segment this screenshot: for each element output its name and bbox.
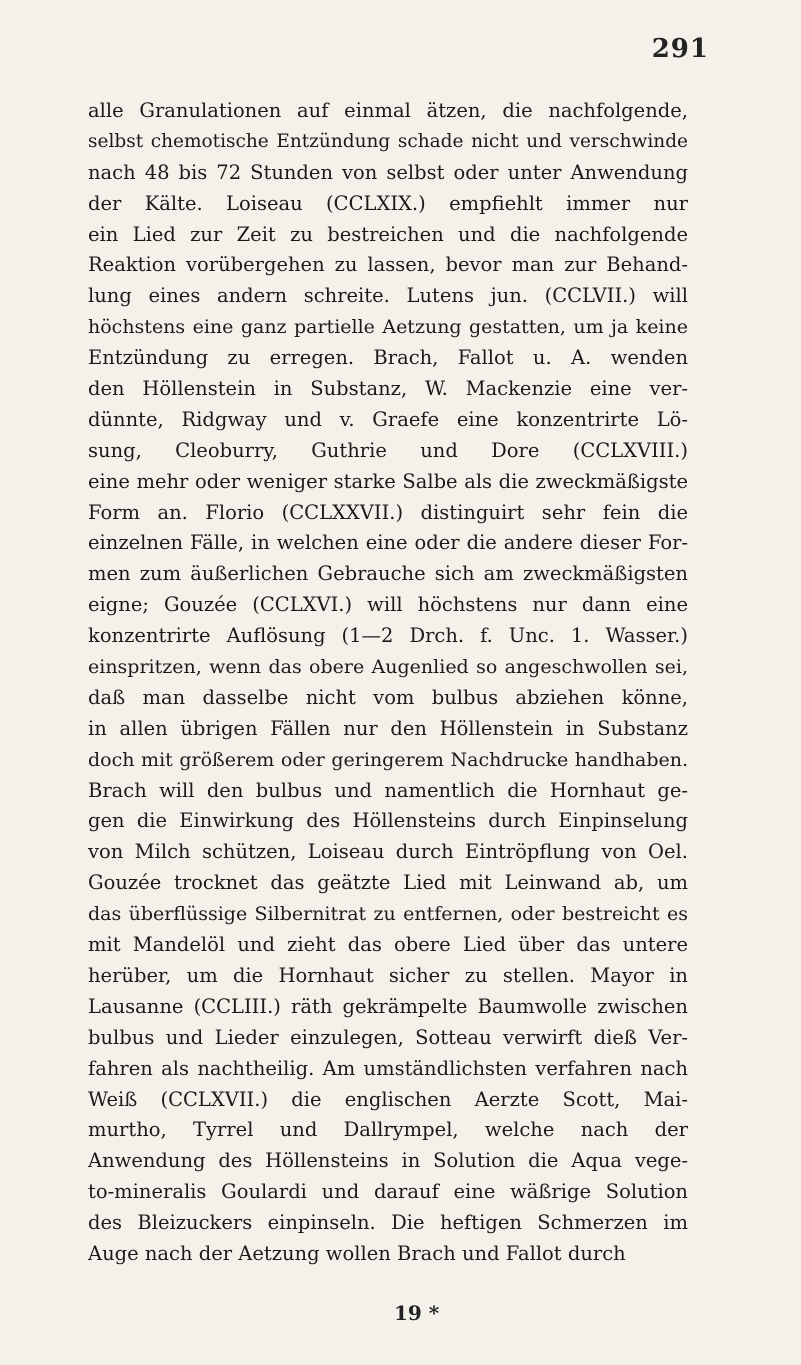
text-line: Anwendung des Höllensteins in Solution die Aqua vege- [88,1149,688,1173]
text-line: fahren als nachtheilig. Am umständlichsten verfahren nach [88,1056,688,1080]
text-line: den Höllenstein in Substanz, W. Mackenzie eine ver- [88,377,688,401]
text-line: murtho, Tyrrel und Dallrympel, welche nach der [88,1118,688,1142]
text-line: alle Granulationen auf einmal ätzen, die nachfolgende, [88,99,688,122]
text-line: in allen übrigen Fällen nur den Höllenstein in Substanz [88,716,688,740]
text-line: höchstens eine ganz partielle Aetzung gestatten, um ja keine [88,316,688,339]
text-line: Form an. Florio (CCLXXVII.) distinguirt sehr fein die [88,500,688,524]
text-line: nach 48 bis 72 Stunden von selbst oder unter Anwendung [88,160,688,184]
text-line: das überflüssige Silbernitrat zu entfernen, oder bestreicht es [88,903,688,926]
text-line: einspritzen, wenn das obere Augenlied so angeschwollen sei, [88,656,688,679]
text-line: selbst chemotische Entzündung schade nicht und verschwinde [88,130,688,152]
text-line: konzentrirte Auflösung (1—2 Drch. f. Unc. 1. Wasser.) [88,624,688,648]
text-line: der Kälte. Loiseau (CCLXIX.) empfiehlt immer nur [88,191,688,215]
text-line: Brach will den bulbus und namentlich die Hornhaut ge- [88,778,688,802]
text-line: sung, Cleoburry, Guthrie und Dore (CCLXVIII.) [88,438,688,462]
page-number: 291 [651,34,709,64]
signature-mark: 19 * [394,1301,440,1325]
text-line: lung eines andern schreite. Lutens jun. (CCLVII.) will [88,284,688,308]
text-line: ein Lied zur Zeit zu bestreichen und die nachfolgende [88,222,688,246]
body-text [88,96,688,1270]
text-line: Auge nach der Aetzung wollen Brach und Fallot durch [88,1241,626,1265]
text-line: Entzündung zu erregen. Brach, Fallot u. A. wenden [88,346,688,370]
text-line: eine mehr oder weniger starke Salbe als die zweckmäßigste [88,469,688,493]
text-line: gen die Einwirkung des Höllensteins durch Einpinselung [88,809,688,833]
text-line: Weiß (CCLXVII.) die englischen Aerzte Scott, Mai- [88,1087,688,1111]
text-line: des Bleizuckers einpinseln. Die heftigen Schmerzen im [88,1211,688,1235]
text-line: von Milch schützen, Loiseau durch Eintröpflung von Oel. [88,840,688,864]
text-line: dünnte, Ridgway und v. Graefe eine konzentrirte Lö- [88,407,688,431]
text-line: einzelnen Fälle, in welchen eine oder die andere dieser For- [88,531,688,555]
text-line: bulbus und Lieder einzulegen, Sotteau verwirft dieß Ver- [88,1025,688,1049]
text-line: Gouzée trocknet das geätzte Lied mit Leinwand ab, um [88,871,688,895]
text-line: Reaktion vorübergehen zu lassen, bevor man zur Behand- [88,253,688,277]
text-line: mit Mandelöl und zieht das obere Lied über das untere [88,933,688,957]
text-line: to-mineralis Goulardi und darauf eine wäßrige Solution [88,1180,688,1204]
text-line: men zum äußerlichen Gebrauche sich am zweckmäßigsten [88,562,688,586]
text-line: herüber, um die Hornhaut sicher zu stellen. Mayor in [88,963,688,987]
text-line: eigne; Gouzée (CCLXVI.) will höchstens nur dann eine [88,593,688,617]
text-line: doch mit größerem oder geringerem Nachdrucke handhaben. [88,748,688,771]
text-line: daß man dasselbe nicht vom bulbus abziehen könne, [88,685,688,709]
text-line: Lausanne (CCLIII.) räth gekrämpelte Baumwolle zwischen [88,994,688,1018]
